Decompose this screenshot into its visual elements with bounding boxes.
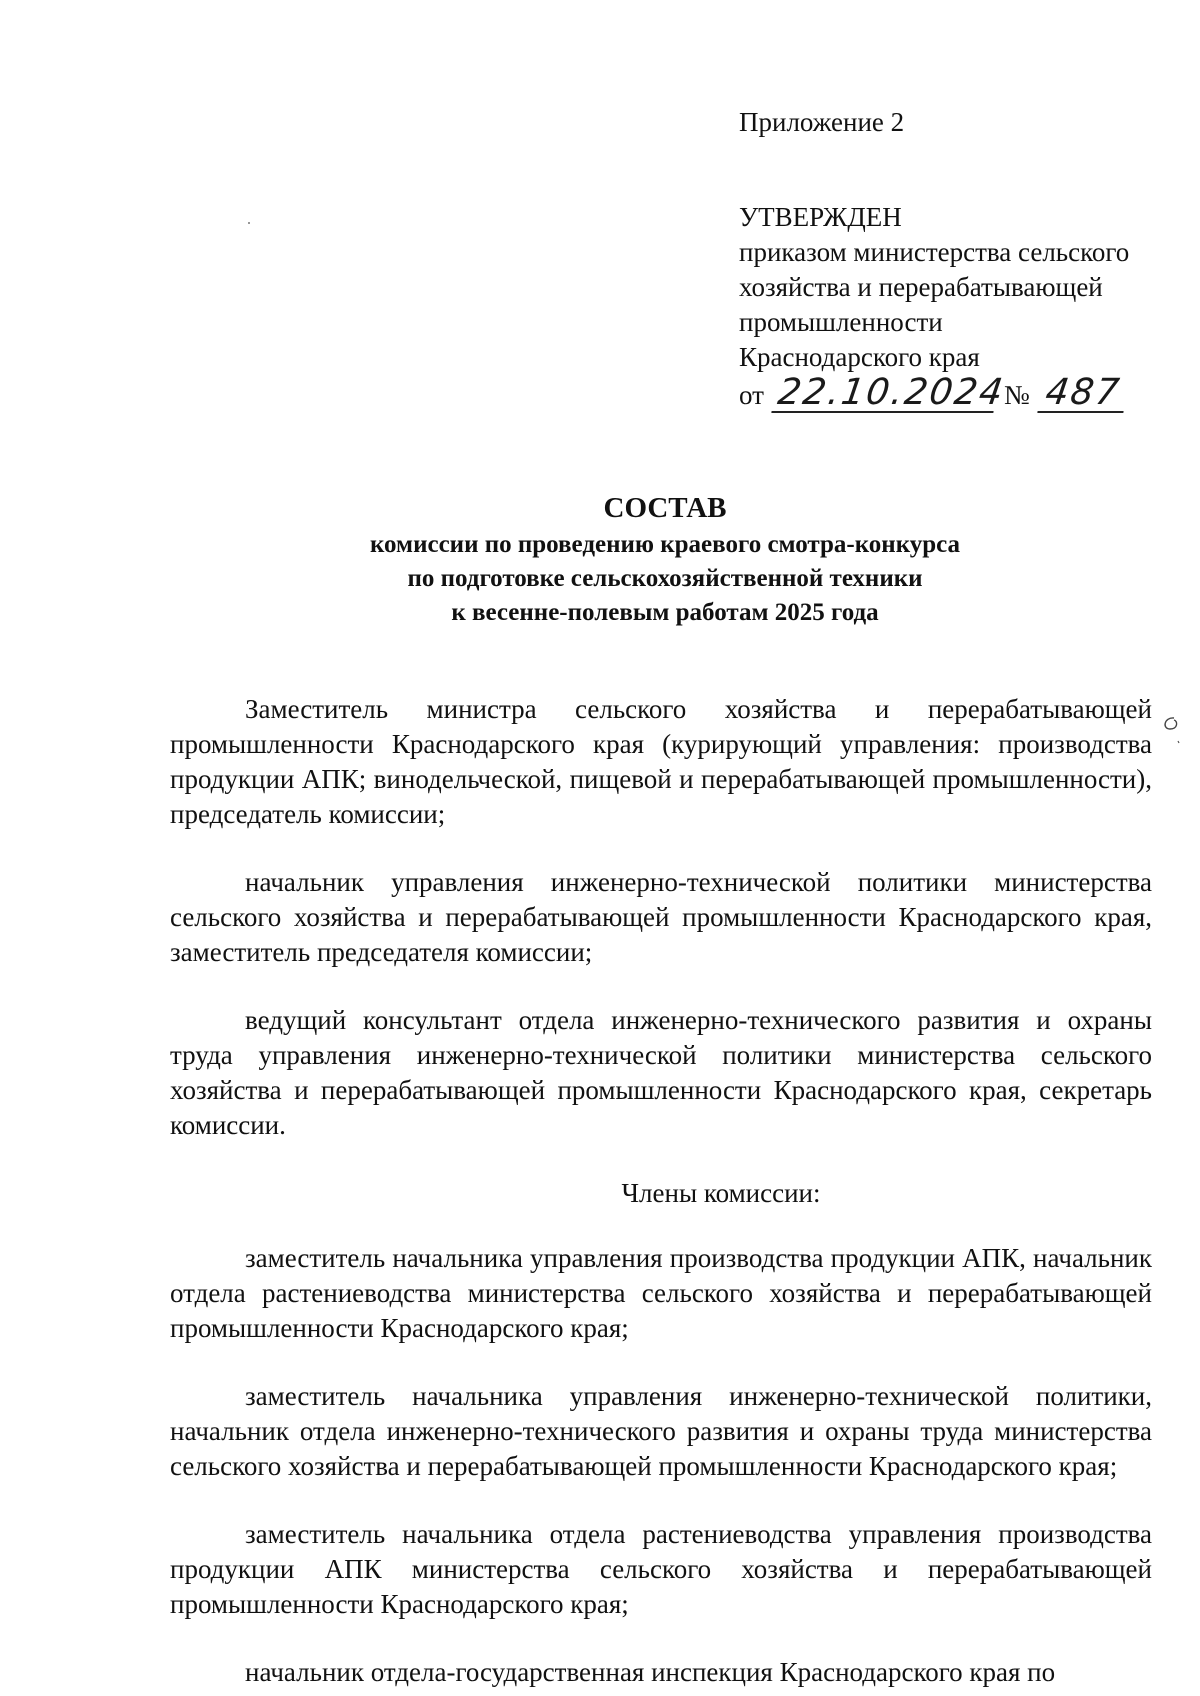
margin-pen-mark: [1160, 715, 1182, 745]
member-paragraph: заместитель начальника отдела растениеводства управления производства продукции АПК министерства сельского хозяйства и перерабатывающей промышленности Краснодарского края;: [170, 1519, 1152, 1619]
document-subtitle-line: к весенне-полевым работам 2025 года: [451, 599, 879, 626]
approval-line: промышленности: [739, 307, 943, 337]
number-sign: №: [1003, 380, 1030, 410]
annex-label: Приложение 2: [739, 107, 905, 137]
member-paragraph: заместитель начальника управления инженерно-технической политики, начальник отдела инженерно-технического развития и охраны труда министерства сельского хозяйства и перерабатывающей промышленности Краснодарского края;: [170, 1381, 1152, 1481]
handwritten-order-number: 487: [1037, 375, 1128, 413]
document-subtitle-line: комиссии по проведению краевого смотра-конкурса: [369, 531, 961, 558]
order-date-number-line: [739, 372, 1159, 413]
handwritten-order-date: 22.10.2024: [771, 375, 998, 413]
member-paragraph: начальник отдела-государственная инспекция Краснодарского края по: [245, 1657, 1056, 1687]
approval-line: хозяйства и перерабатывающей: [739, 272, 1103, 302]
deputy-chairman-paragraph: начальник управления инженерно-технической политики министерства сельского хозяйства и перерабатывающей промышленности Краснодарского края, заместитель председателя комиссии;: [170, 867, 1152, 967]
document-body: [170, 692, 1152, 1690]
approved-heading: УТВЕРЖДЕН: [739, 202, 902, 232]
member-paragraph: заместитель начальника управления производства продукции АПК, начальник отдела растениеводства министерства сельского хозяйства и перерабатывающей промышленности Краснодарского края;: [170, 1243, 1152, 1343]
scan-speck: [248, 222, 250, 224]
secretary-paragraph: ведущий консультант отдела инженерно-технического развития и охраны труда управления инженерно-технической политики министерства сельского хозяйства и перерабатывающей промышленности Краснодарского края, секретарь комиссии.: [170, 1005, 1152, 1140]
document-title-block: [170, 490, 1160, 630]
members-heading: Члены комиссии:: [621, 1178, 821, 1208]
order-prefix: от: [739, 380, 764, 410]
approval-block: [739, 105, 1159, 413]
document-title: СОСТАВ: [603, 492, 727, 524]
approval-line: Краснодарского края: [739, 342, 980, 372]
approval-line: приказом министерства сельского: [739, 237, 1130, 267]
document-subtitle-line: по подготовке сельскохозяйственной техники: [407, 565, 923, 592]
chairman-paragraph: Заместитель министра сельского хозяйства и перерабатывающей промышленности Краснодарского края (курирующий управления: производства продукции АПК; винодельческой, пищевой и перерабатывающей промышленности), председатель комиссии;: [170, 694, 1152, 829]
